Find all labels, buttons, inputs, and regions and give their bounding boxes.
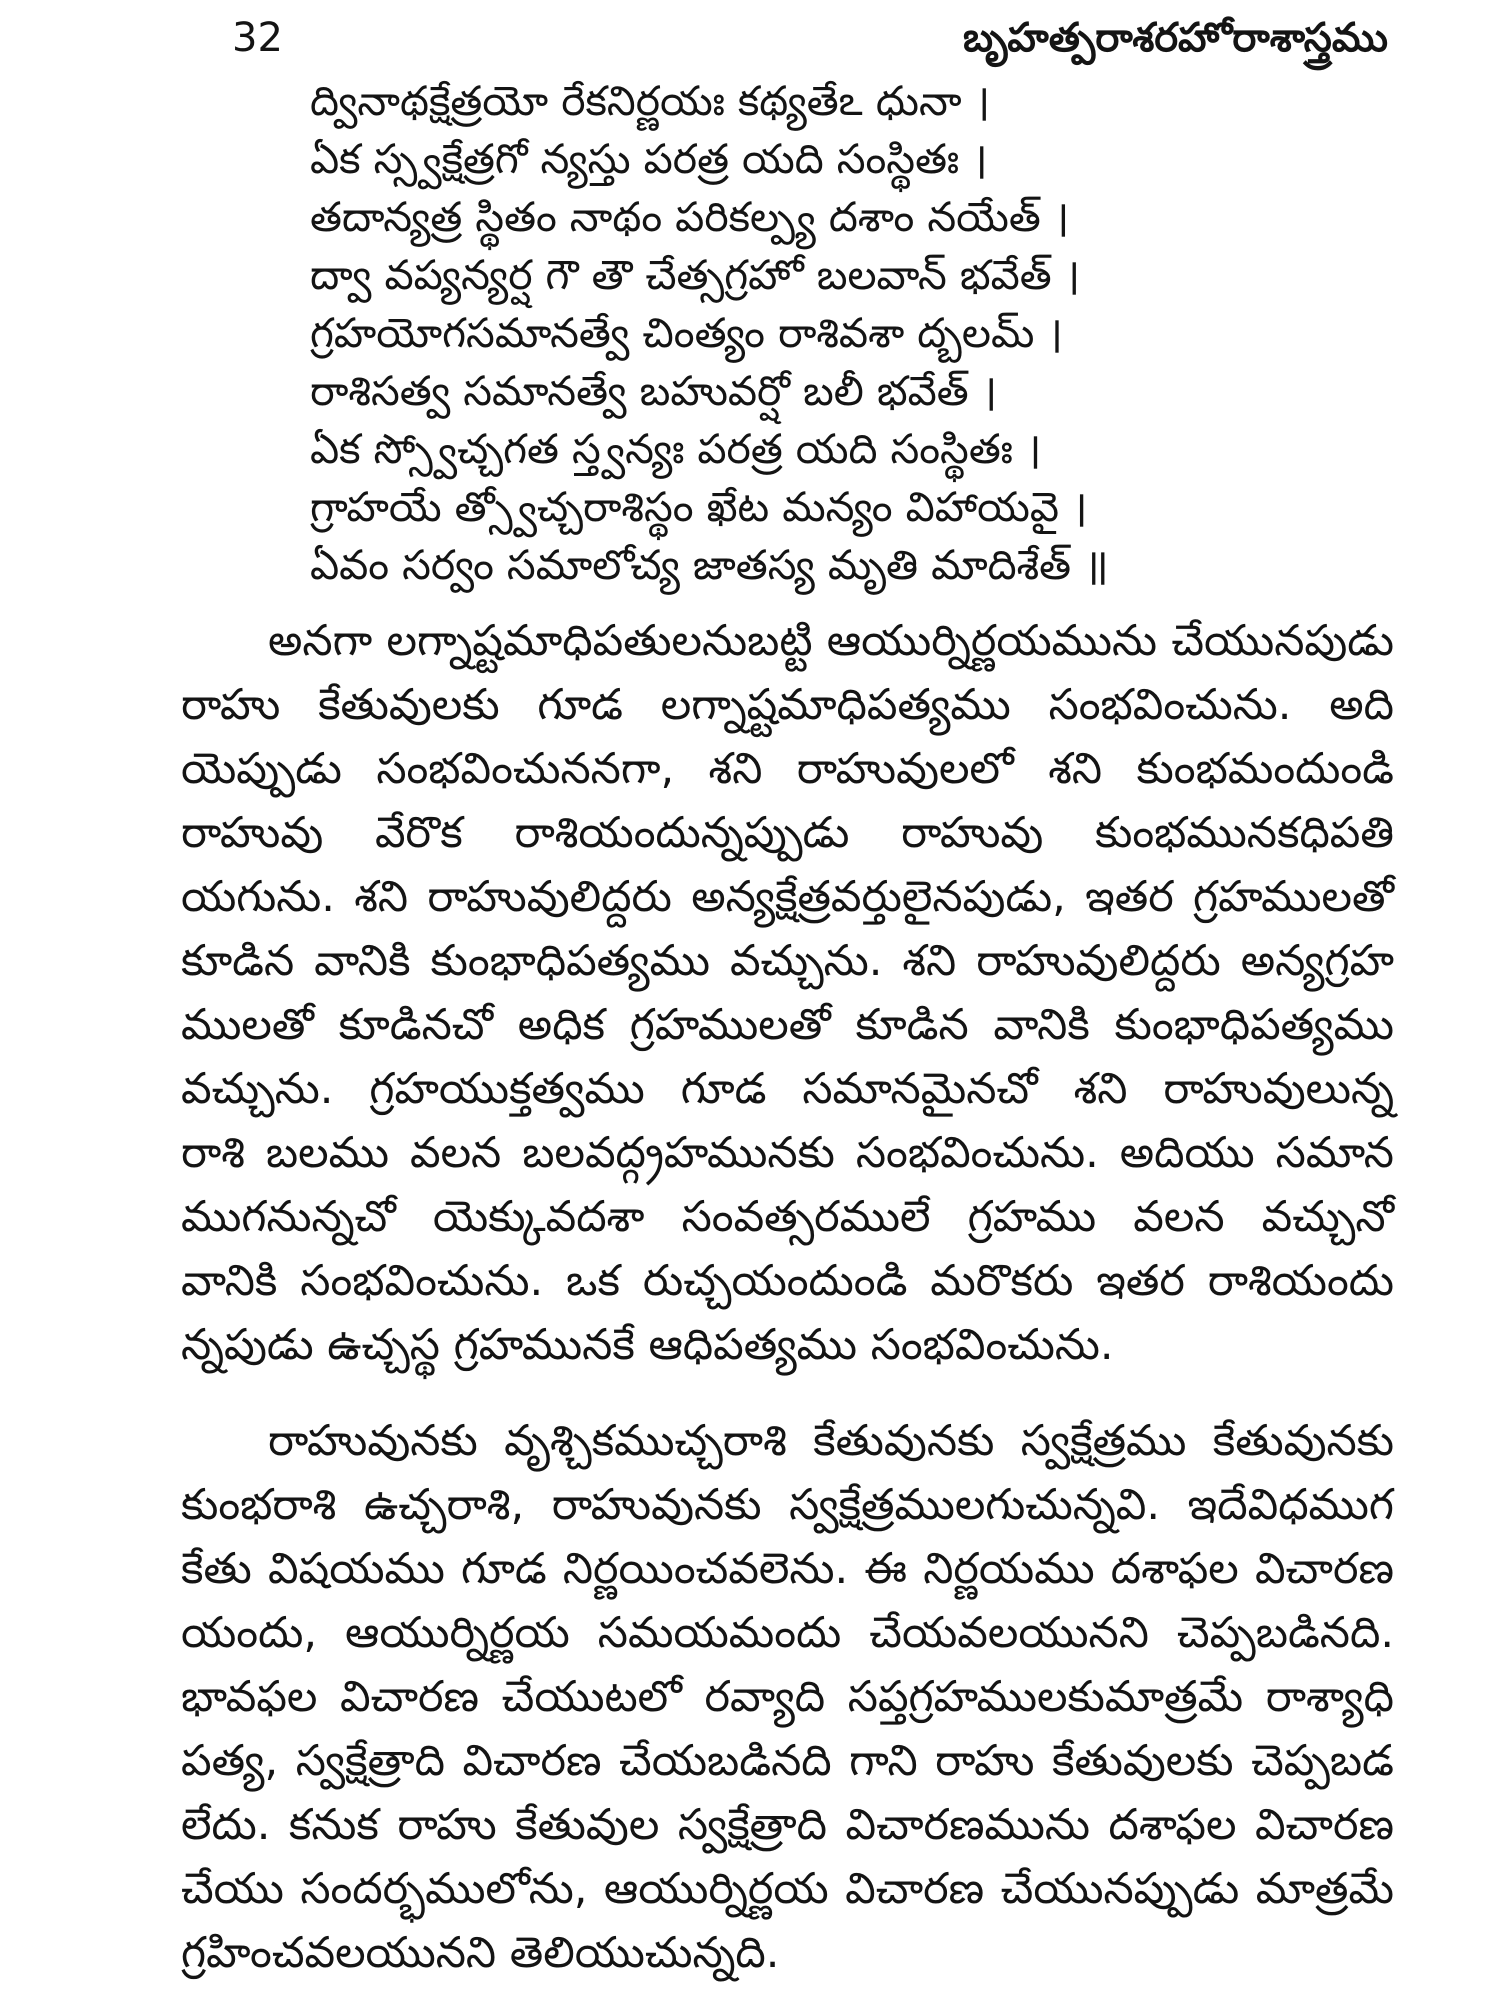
verse-block — [310, 72, 1150, 594]
paragraph-line: రాహు కేతువులకు గూడ లగ్నాష్టమాధిపత్యము సంభవించును. అది — [181, 680, 1394, 730]
paragraph-line: భావఫల విచారణ చేయుటలో రవ్యాది సప్తగ్రహములకుమాత్రమే రాశ్యాధి — [181, 1672, 1394, 1722]
paragraph-line: కేతు విషయము గూడ నిర్ణయించవలెను. ఈ నిర్ణయము దశాఫల విచారణ — [181, 1544, 1394, 1594]
verse-line: తదాన్యత్ర స్థితం నాథం పరికల్ప్య దశాం నయేత్ । — [310, 193, 1070, 241]
paragraph-line: యెప్పుడు సంభవించుననగా, శని రాహువులలో శని కుంభమందుండి — [181, 744, 1394, 794]
paragraph — [181, 1409, 1394, 1985]
paragraph-line: గ్రహించవలయునని తెలియుచున్నది. — [181, 1928, 780, 1978]
verse-line: ఏక స్స్వోచ్చగత స్త్వన్యః పరత్ర యది సంస్థితః । — [310, 425, 1042, 473]
running-title: బృహత్పరాశరహోరాశాస్త్రము — [962, 15, 1388, 61]
paragraph-line: అనగా లగ్నాష్టమాధిపతులనుబట్టి ఆయుర్నిర్ణయమును చేయునపుడు — [268, 616, 1394, 666]
paragraph-line: యందు, ఆయుర్నిర్ణయ సమయమందు చేయవలయునని చెప్పబడినది. — [181, 1608, 1394, 1658]
paragraph-line: రాహువునకు వృశ్చికముచ్చరాశి కేతువునకు స్వక్షేత్రము కేతువునకు — [268, 1416, 1394, 1466]
paragraph-line: రాహువు వేరొక రాశియందున్నప్పుడు రాహువు కుంభమునకధిపతి — [181, 808, 1394, 858]
paragraph-line: వానికి సంభవించును. ఒక రుచ్చయందుండి మరొకరు ఇతర రాశియందు — [181, 1256, 1394, 1306]
verse-line: గ్రహయోగసమానత్వే చింత్యం రాశివశా ద్బలమ్ । — [310, 309, 1063, 357]
page-number: 32 — [232, 15, 283, 61]
verse-line: ఏవం సర్వం సమాలోచ్య జాతస్య మృతి మాదిశేత్ ॥ — [310, 541, 1109, 589]
paragraph-line: కూడిన వానికి కుంభాధిపత్యము వచ్చును. శని రాహువులిద్దరు అన్యగ్రహ — [181, 936, 1394, 986]
verse-line: ద్వా వప్యన్యర్ష గౌ తౌ చేత్సగ్రహో బలవాన్ భవేత్ । — [310, 251, 1081, 299]
verse-line: గ్రాహయే త్స్వోచ్చరాశిస్థం ఖేట మన్యం విహాయవై । — [310, 483, 1088, 531]
paragraph-line: పత్య, స్వక్షేత్రాది విచారణ చేయబడినది గాని రాహు కేతువులకు చెప్పబడ — [181, 1736, 1394, 1786]
paragraph-line: వచ్చును. గ్రహయుక్తత్వము గూడ సమానమైనచో శని రాహువులున్న — [181, 1064, 1394, 1114]
paragraph — [181, 609, 1394, 1377]
verse-line: ద్వినాథక్షేత్రయో రేకనిర్ణయః కథ్యతేఽ ధునా । — [310, 77, 991, 125]
paragraph-line: న్నపుడు ఉచ్చస్థ గ్రహమునకే ఆధిపత్యము సంభవించును. — [181, 1320, 1114, 1370]
verse-line: ఏక స్స్వక్షేత్రగో న్యస్తు పరత్ర యది సంస్థితః । — [310, 135, 988, 183]
paragraph-line: ముగనున్నచో యెక్కువదశా సంవత్సరములే గ్రహము వలన వచ్చునో — [181, 1192, 1394, 1242]
paragraph-line: యగును. శని రాహువులిద్దరు అన్యక్షేత్రవర్తులైనపుడు, ఇతర గ్రహములతో — [181, 872, 1394, 922]
paragraph-line: చేయు సందర్భములోను, ఆయుర్నిర్ణయ విచారణ చేయునప్పుడు మాత్రమే — [181, 1864, 1394, 1914]
paragraph-line: ములతో కూడినచో అధిక గ్రహములతో కూడిన వానికి కుంభాధిపత్యము — [181, 1000, 1394, 1050]
paragraph-line: రాశి బలము వలన బలవద్గ్రహమునకు సంభవించును. అదియు సమాన — [181, 1128, 1394, 1178]
paragraph-line: కుంభరాశి ఉచ్చరాశి, రాహువునకు స్వక్షేత్రములగుచున్నవి. ఇదేవిధముగ — [181, 1480, 1394, 1530]
paragraph-line: లేదు. కనుక రాహు కేతువుల స్వక్షేత్రాది విచారణమును దశాఫల విచారణ — [181, 1800, 1394, 1850]
verse-line: రాశిసత్వ సమానత్వే బహువర్షో బలీ భవేత్ । — [310, 367, 998, 415]
